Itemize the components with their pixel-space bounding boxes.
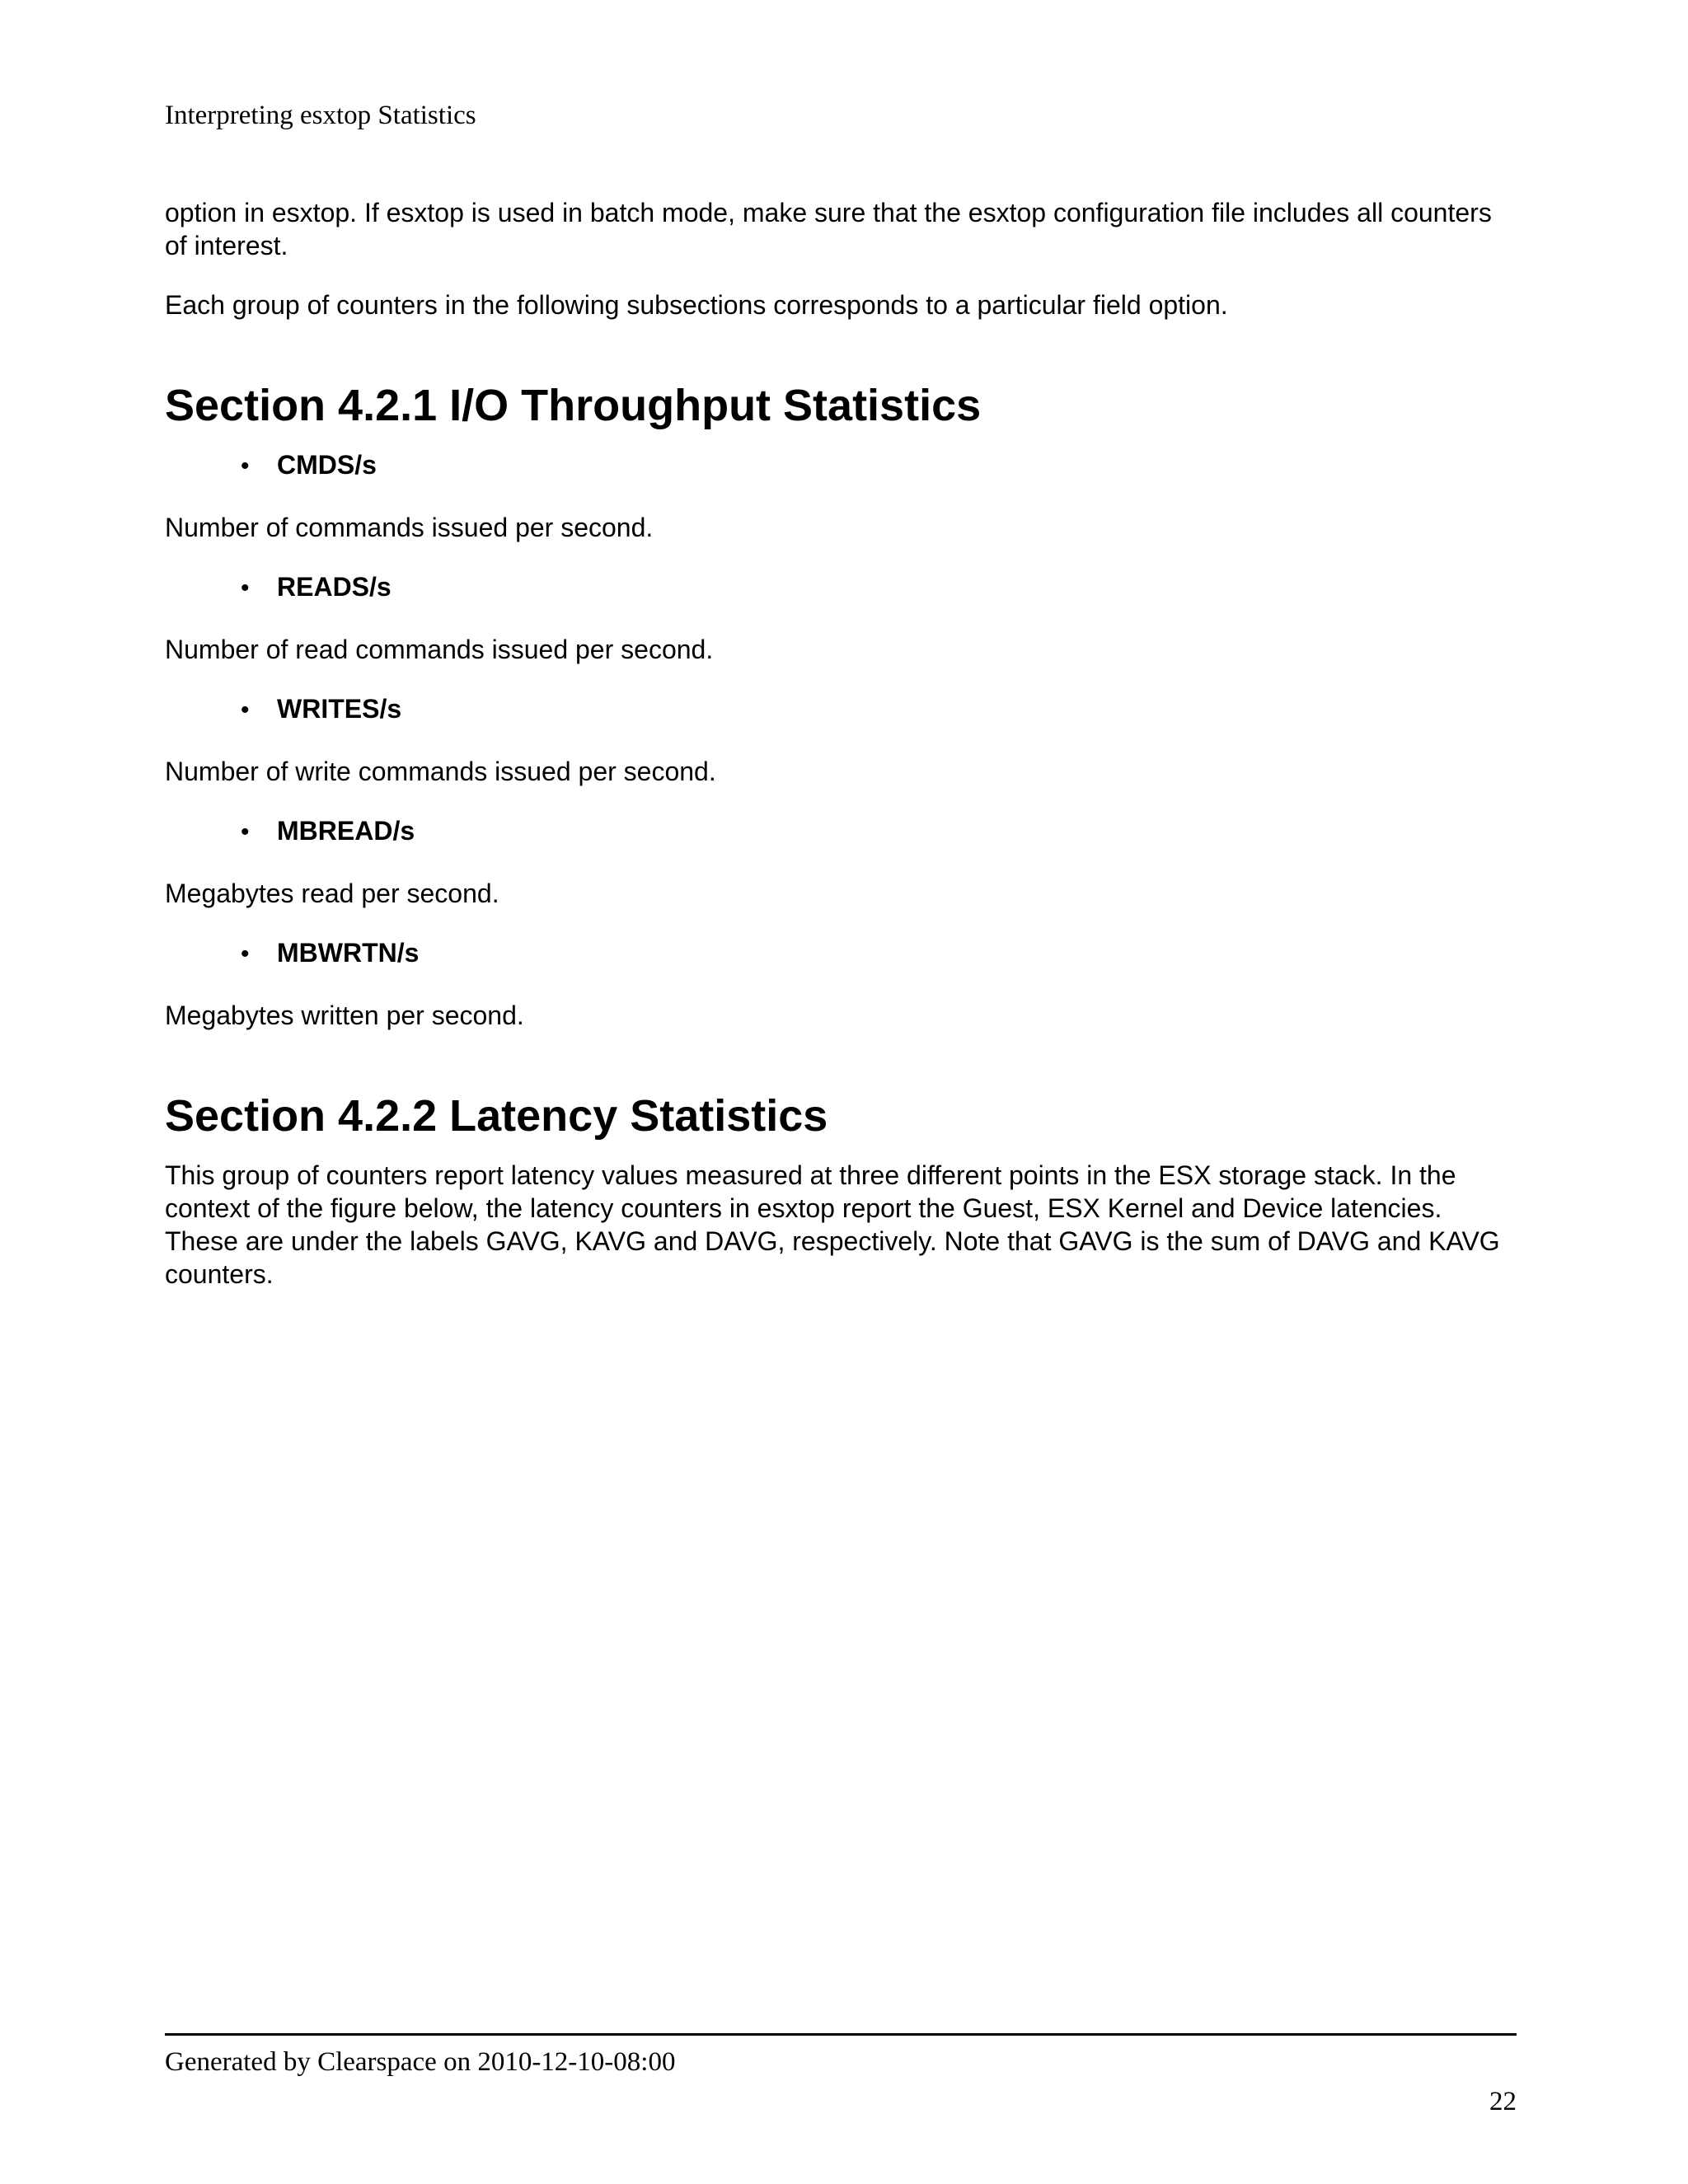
page-content	[165, 196, 1517, 1317]
counter-name: WRITES/s	[277, 694, 402, 724]
bullet-icon: •	[241, 940, 250, 968]
footer-generated-text: Generated by Clearspace on 2010-12-10-08:00	[165, 2047, 676, 2077]
counter-description: Number of commands issued per second.	[165, 513, 654, 542]
counter-cmds	[165, 448, 1517, 544]
counter-term	[165, 570, 1517, 605]
counter-term	[165, 692, 1517, 727]
counter-term	[165, 936, 1517, 971]
footer-divider	[165, 2033, 1517, 2036]
latency-paragraph: This group of counters report latency values measured at three different points in the ESX storage stack. In the context of the figure below, the latency counters in esxtop report the Guest, ESX Kernel and Device latencies. These are under the labels GAVG, KAVG and DAVG, respectively. Note that GAVG is the sum of DAVG and KAVG counters.	[165, 1160, 1500, 1289]
intro-paragraph-2: Each group of counters in the following subsections corresponds to a particular field option.	[165, 290, 1228, 320]
counter-name: CMDS/s	[277, 450, 377, 480]
counter-description: Megabytes read per second.	[165, 879, 499, 908]
bullet-icon: •	[241, 818, 250, 846]
running-header: Interpreting esxtop Statistics	[165, 101, 476, 130]
counter-name: MBREAD/s	[277, 816, 415, 846]
section-heading-throughput: Section 4.2.1 I/O Throughput Statistics	[165, 381, 982, 430]
page-number: 22	[1489, 2087, 1517, 2116]
counter-description: Megabytes written per second.	[165, 1001, 524, 1030]
counter-reads	[165, 570, 1517, 666]
counter-name: MBWRTN/s	[277, 938, 420, 968]
section-heading-latency: Section 4.2.2 Latency Statistics	[165, 1091, 828, 1141]
counter-description: Number of write commands issued per second.	[165, 757, 716, 786]
counter-mbwrtn	[165, 936, 1517, 1032]
counter-term	[165, 814, 1517, 849]
counter-writes	[165, 692, 1517, 788]
counter-description: Number of read commands issued per second.	[165, 635, 714, 664]
bullet-icon: •	[241, 452, 250, 480]
counter-term	[165, 448, 1517, 483]
throughput-counter-list	[165, 448, 1517, 1032]
bullet-icon: •	[241, 696, 250, 724]
counter-name: READS/s	[277, 572, 392, 602]
intro-paragraph-1: option in esxtop. If esxtop is used in batch mode, make sure that the esxtop configuration file includes all counters of interest.	[165, 198, 1492, 260]
bullet-icon: •	[241, 574, 250, 602]
counter-mbread	[165, 814, 1517, 910]
